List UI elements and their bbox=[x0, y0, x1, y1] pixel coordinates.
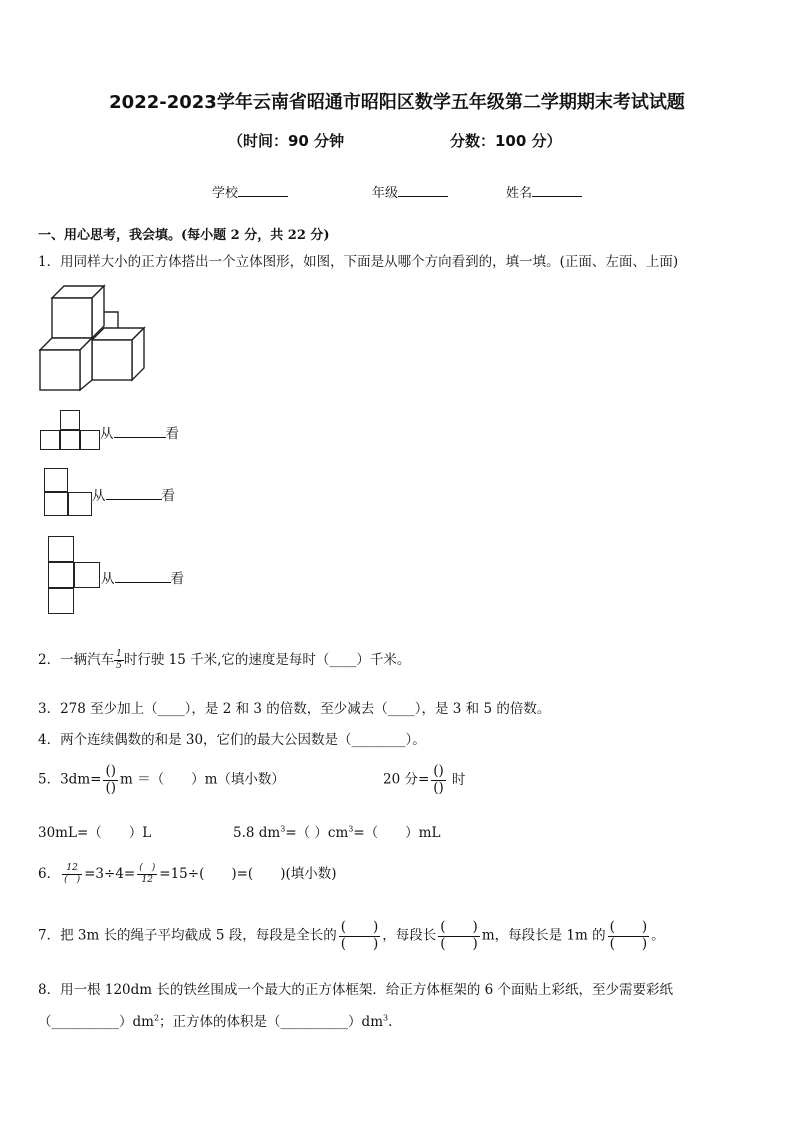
section-heading: 一、用心思考，我会填。(每小题 2 分，共 22 分) bbox=[38, 228, 330, 243]
from-label: 从 bbox=[101, 571, 115, 587]
q7-f2-num[interactable]: ( ) bbox=[440, 919, 478, 935]
q2-frac-num: 1 bbox=[116, 649, 122, 659]
q2-text-a: 2．一辆汽车 bbox=[38, 652, 115, 668]
question-5-part-b bbox=[383, 764, 465, 796]
q7-fraction-1 bbox=[339, 920, 381, 952]
from-label: 从 bbox=[92, 488, 106, 504]
q2-fraction bbox=[114, 649, 124, 672]
name-blank[interactable] bbox=[532, 182, 582, 197]
q5-b-den[interactable]: () bbox=[433, 779, 444, 796]
question-5-part-d bbox=[233, 821, 440, 841]
grade-field bbox=[372, 182, 448, 201]
q7-text-a: 7．把 3m 长的绳子平均截成 5 段，每段是全长的 bbox=[38, 927, 337, 944]
cube-solid-figure bbox=[38, 284, 150, 392]
q7-f2-den[interactable]: ( ) bbox=[440, 935, 478, 952]
q7-fraction-3 bbox=[608, 920, 650, 952]
q7-f1-den[interactable]: ( ) bbox=[340, 935, 379, 952]
question-6 bbox=[38, 862, 337, 886]
exam-time: （时间：90 分钟 bbox=[228, 132, 345, 150]
q8-sup-3: 3 bbox=[383, 1013, 389, 1023]
school-field bbox=[212, 182, 288, 201]
q5-b-fraction bbox=[431, 764, 446, 796]
q8-end: . bbox=[388, 1014, 393, 1030]
view-answer-3 bbox=[101, 567, 184, 587]
q6-prefix: 6． bbox=[38, 866, 61, 882]
q7-f3-num[interactable]: ( ) bbox=[609, 919, 648, 935]
q6-f2-num[interactable]: ( ) bbox=[139, 863, 156, 873]
q5-a-den[interactable]: () bbox=[105, 779, 116, 796]
question-8-line-1: 8．用一根 120dm 长的铁丝围成一个最大的正方体框架．给正方体框架的 6 个面贴上彩纸，至少需要彩纸 bbox=[38, 982, 674, 998]
school-blank[interactable] bbox=[238, 182, 288, 197]
q6-fraction-1 bbox=[62, 863, 82, 886]
exam-score: 分数：100 分） bbox=[450, 132, 562, 150]
question-2 bbox=[38, 648, 410, 672]
q5-d-sup-2: 3 bbox=[348, 824, 354, 834]
view-answer-1 bbox=[100, 422, 179, 442]
q5-d-mid: =（ ）cm bbox=[285, 825, 349, 841]
q5-d-sup-1: 3 bbox=[280, 824, 286, 834]
q6-f1-den[interactable]: ( ) bbox=[64, 875, 81, 885]
look-label: 看 bbox=[161, 488, 175, 504]
q5-b-prefix: 20 分= bbox=[383, 771, 430, 788]
q5-a-prefix: 5．3dm= bbox=[38, 771, 102, 788]
q5-a-num[interactable]: () bbox=[105, 763, 116, 779]
school-label: 学校 bbox=[212, 186, 239, 201]
q2-text-b: 时行驶 15 千米,它的速度是每时（____）千米。 bbox=[123, 652, 411, 668]
q7-text-c: m，每段长是 1m 的 bbox=[481, 927, 606, 944]
look-label: 看 bbox=[170, 571, 184, 587]
q8-volume-blank[interactable]: ；正方体的体积是（__________）dm bbox=[159, 1014, 383, 1030]
q6-f1-num: 12 bbox=[66, 863, 78, 873]
q8-sup-2: 2 bbox=[153, 1013, 160, 1023]
question-3: 3．278 至少加上（____），是 2 和 3 的倍数，至少减去（____），是 3 和 5 的倍数。 bbox=[38, 701, 551, 717]
grade-label: 年级 bbox=[372, 186, 399, 201]
name-field bbox=[506, 182, 582, 201]
q5-d-suffix: =（ ）mL bbox=[353, 825, 441, 841]
view-answer-2 bbox=[92, 484, 175, 504]
q5-b-suffix: 时 bbox=[451, 771, 466, 788]
q5-b-num[interactable]: () bbox=[433, 763, 444, 779]
page-title: 2022-2023学年云南省昭通市昭阳区数学五年级第二学期期末考试试题 bbox=[109, 92, 685, 113]
question-7 bbox=[38, 920, 665, 952]
q7-f3-den[interactable]: ( ) bbox=[609, 935, 648, 952]
q5-d-prefix: 5.8 dm bbox=[233, 825, 281, 841]
q5-a-fraction bbox=[103, 764, 118, 796]
q6-suffix: =15÷( )=( )(填小数) bbox=[159, 866, 337, 882]
question-1: 1．用同样大小的正方体搭出一个立体图形，如图，下面是从哪个方向看到的，填一填。(正面、左面、上面) bbox=[38, 254, 679, 270]
question-4: 4．两个连续偶数的和是 30，它们的最大公因数是（________）。 bbox=[38, 732, 426, 748]
question-8-line-2 bbox=[38, 1010, 392, 1030]
question-5-part-a bbox=[38, 764, 285, 796]
q6-mid: =3÷4= bbox=[84, 866, 136, 882]
q8-area-blank[interactable]: （__________）dm bbox=[38, 1014, 154, 1030]
q7-text-b: ，每段长 bbox=[382, 927, 437, 944]
look-label: 看 bbox=[165, 426, 179, 442]
question-5-part-c: 30mL=（ ）L bbox=[38, 825, 152, 841]
q5-a-suffix: m ＝（ ）m（填小数） bbox=[119, 771, 285, 788]
view-blank-3[interactable] bbox=[115, 568, 171, 583]
q6-fraction-2 bbox=[137, 863, 157, 886]
from-label: 从 bbox=[100, 426, 114, 442]
grade-blank[interactable] bbox=[398, 182, 448, 197]
view-blank-2[interactable] bbox=[106, 485, 162, 500]
q6-f2-den: 12 bbox=[141, 875, 153, 885]
name-label: 姓名 bbox=[506, 186, 533, 201]
view-blank-1[interactable] bbox=[114, 423, 166, 438]
q2-frac-den: 5 bbox=[116, 661, 122, 671]
q7-f1-num[interactable]: ( ) bbox=[340, 919, 379, 935]
q7-text-d: 。 bbox=[651, 927, 665, 944]
q7-fraction-2 bbox=[438, 920, 480, 952]
